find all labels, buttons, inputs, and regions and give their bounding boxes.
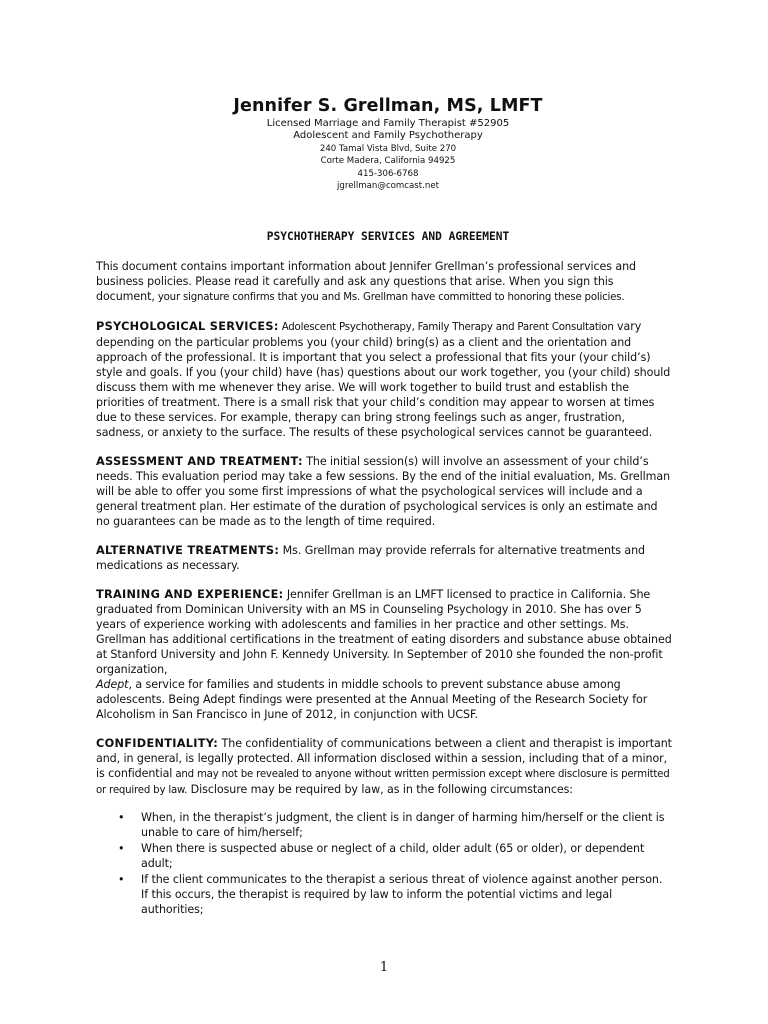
bullet-icon: • bbox=[118, 811, 125, 824]
alternative-treatments-heading: ALTERNATIVE TREATMENTS: bbox=[96, 544, 280, 557]
list-item bbox=[96, 810, 672, 840]
psychological-services-section bbox=[96, 319, 672, 440]
list-item-text: If the client communicates to the therapist a serious threat of violence against another person. If this occurs, the therapist is required by law to inform the potential victims and legal authorities; bbox=[141, 873, 663, 916]
training-text-a: Jennifer Grellman is an LMFT licensed to practice in California. She graduated from Dominican University with an MS in Counseling Psychology in 2010. She has over 5 years of experience working with adolescents and families in her practice and other settings. Ms. Grellman has additional certifications in the treatment of eating disorders and substance abuse obtained at Stanford University and John F. Kennedy University. In September of 2010 she founded the non-profit organization, bbox=[96, 588, 672, 676]
confidentiality-text-b: Disclosure may be required by law, as in the following circumstances: bbox=[187, 783, 573, 796]
confidentiality-text-narrow: and may not be revealed to anyone without written permission except where disclosure is permitted or required by law. bbox=[96, 769, 670, 796]
phone-line: 415-306-6768 bbox=[357, 168, 419, 179]
letterhead bbox=[0, 96, 768, 192]
page-number: 1 bbox=[379, 960, 389, 975]
assessment-heading: ASSESSMENT AND TREATMENT: bbox=[96, 455, 303, 468]
training-section bbox=[96, 587, 672, 722]
alternative-treatments-section bbox=[96, 543, 672, 573]
email-line: jgrellman@comcast.net bbox=[337, 181, 439, 192]
disclosure-circumstances-list bbox=[96, 810, 672, 917]
list-item-text: When there is suspected abuse or neglect of a child, older adult (65 or older), or dependent adult; bbox=[141, 842, 645, 870]
city-line: Corte Madera, California 94925 bbox=[320, 156, 456, 167]
confidentiality-heading: CONFIDENTIALITY: bbox=[96, 737, 219, 750]
intro-paragraph bbox=[96, 259, 672, 305]
assessment-section bbox=[96, 454, 672, 529]
psychological-services-text: vary depending on the particular problems you (your child) bring(s) as a client and the orientation and approach of the professional. It is important that you select a professional that fits your (your child’s) style and goals. If you (your child) have (has) questions about our work together, you (your child) should discuss them with me whenever they arise. We will work together to build trust and establish the priorities of treatment. There is a small risk that your child’s condition may appear to worsen at times due to these services. For example, therapy can bring strong feelings such as anger, frustration, sadness, or anxiety to the surface. The results of these psychological services cannot be guaranteed. bbox=[96, 320, 671, 439]
organization-name: Adept bbox=[96, 678, 129, 691]
intro-text: This document contains important information about Jennifer Grellman’s professional services and business policies. Please read it carefully and ask any questions that arise. When you sign this document, bbox=[96, 260, 637, 303]
bullet-icon: • bbox=[118, 873, 125, 886]
confidentiality-text-a: The confidentiality of communications between a client and therapist is important and, in general, is legally protected. All information disclosed within a session, including that of a minor, is confidential bbox=[96, 737, 672, 780]
address-line: 240 Tamal Vista Blvd, Suite 270 bbox=[319, 143, 457, 154]
bullet-icon: • bbox=[118, 842, 125, 855]
list-item-text: When, in the therapist’s judgment, the client is in danger of harming him/herself or the client is unable to care of him/herself; bbox=[141, 811, 665, 839]
training-heading: TRAINING AND EXPERIENCE: bbox=[96, 588, 284, 601]
specialty-line: Adolescent and Family Psychotherapy bbox=[293, 130, 483, 142]
therapist-name: Jennifer S. Grellman, MS, LMFT bbox=[233, 96, 543, 116]
license-line: Licensed Marriage and Family Therapist #52905 bbox=[266, 118, 510, 129]
intro-text-narrow: your signature confirms that you and Ms. Grellman have committed to honoring these policies. bbox=[154, 292, 625, 303]
alternative-treatments-text: Ms. Grellman may provide referrals for alternative treatments and medications as necessary. bbox=[96, 544, 645, 572]
document-body bbox=[96, 259, 672, 918]
confidentiality-section bbox=[96, 736, 672, 798]
assessment-text: The initial session(s) will involve an assessment of your child’s needs. This evaluation period may take a few sessions. By the end of the initial evaluation, Ms. Grellman will be able to offer you some first impressions of what the psychological services will include and a general treatment plan. Her estimate of the duration of psychological services is only an estimate and no guarantees can be made as to the length of time required. bbox=[96, 455, 671, 528]
psychological-services-lead: Adolescent Psychotherapy, Family Therapy and Parent Consultation bbox=[278, 322, 614, 333]
list-item bbox=[96, 841, 672, 871]
list-item bbox=[96, 872, 672, 917]
document-title: PSYCHOTHERAPY SERVICES AND AGREEMENT bbox=[266, 230, 510, 243]
psychological-services-heading: PSYCHOLOGICAL SERVICES: bbox=[96, 320, 279, 333]
training-text-b: , a service for families and students in middle schools to prevent substance abuse among adolescents. Being Adept findings were presented at the Annual Meeting of the Research Society for Alcoholism in San Francisco in June of 2012, in conjunction with UCSF. bbox=[96, 678, 648, 721]
